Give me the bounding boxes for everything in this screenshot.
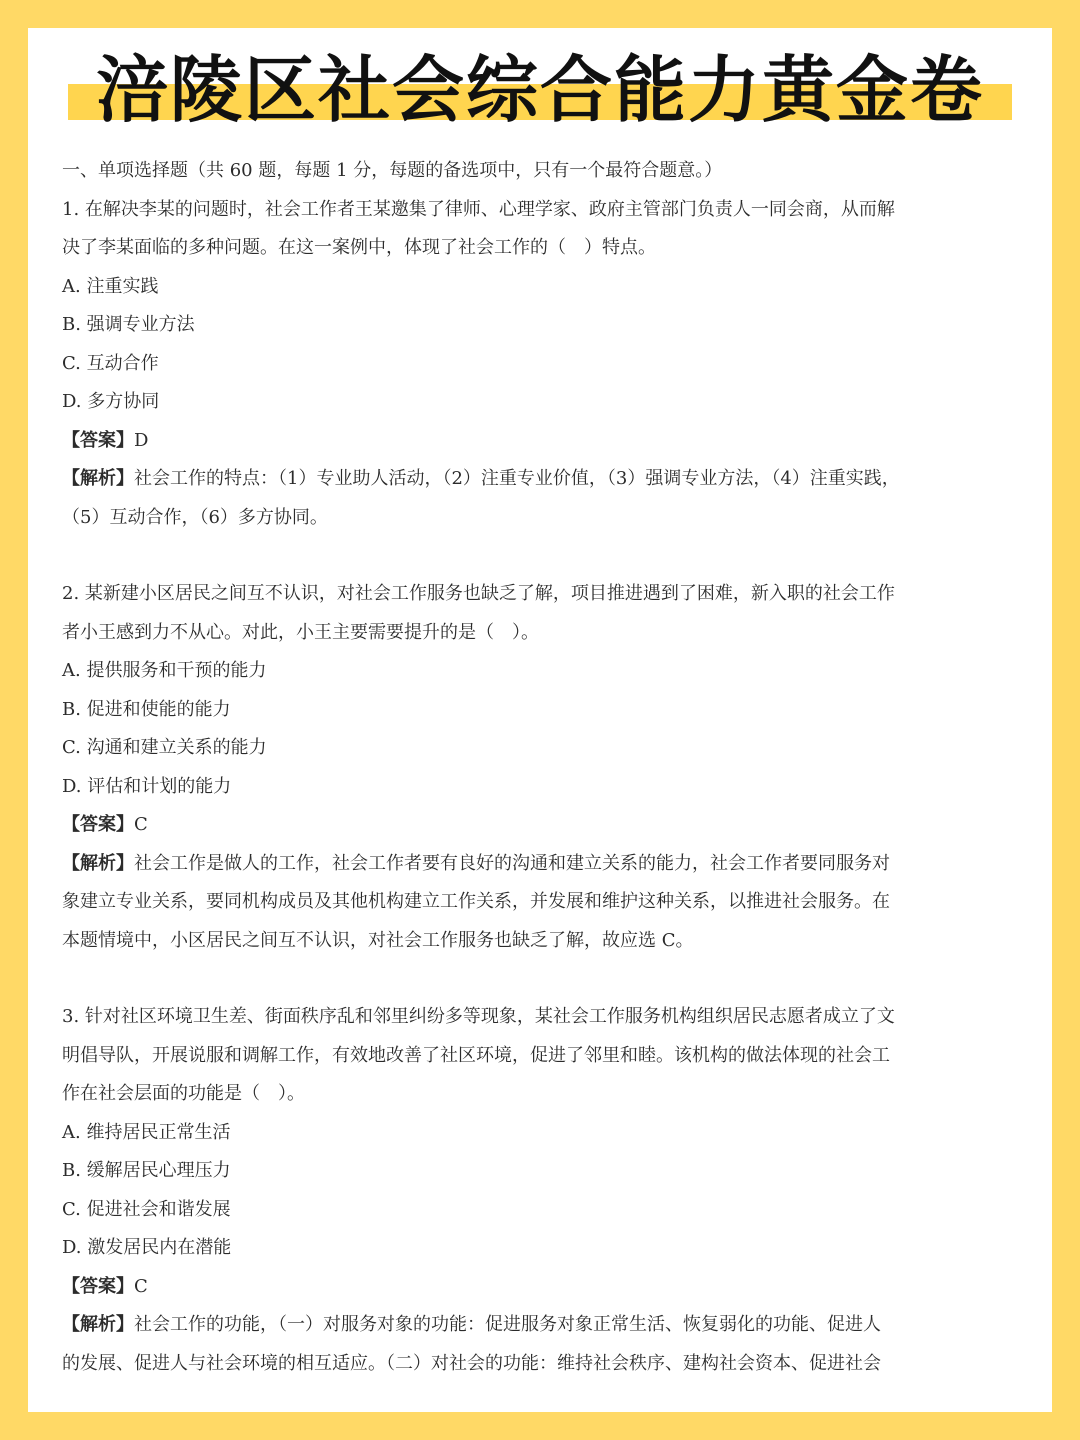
question-3 [62, 998, 1012, 1383]
analysis-text: 社会工作的特点：（1）专业助人活动，（2）注重专业价值，（3）强调专业方法，（4）注重实践， [134, 468, 900, 489]
analysis-tag: 【解析】 [62, 852, 134, 874]
option-c: C. 沟通和建立关系的能力 [62, 737, 267, 758]
option-c: C. 互动合作 [62, 352, 159, 374]
analysis-tag: 【解析】 [62, 1314, 134, 1335]
answer-line [62, 1268, 1012, 1307]
answer-value: C [134, 814, 148, 835]
option-b: B. 促进和使能的能力 [62, 698, 231, 720]
question-stem-line: 3. 针对社区环境卫生差、街面秩序乱和邻里纠纷多等现象，某社会工作服务机构组织居民志愿者成立了文 [62, 1006, 895, 1027]
section-heading: 一、单项选择题（共 60 题，每题 1 分，每题的备选项中，只有一个最符合题意。） [62, 160, 723, 181]
title-wrap [28, 42, 1052, 138]
analysis-line [62, 1306, 1012, 1345]
question-stem-line: 者小王感到力不从心。对此，小王主要需要提升的是（ ）。 [62, 621, 539, 643]
answer-tag: 【答案】 [62, 429, 134, 451]
option-a: A. 提供服务和干预的能力 [62, 660, 267, 681]
analysis-line: 本题情境中，小区居民之间互不认识，对社会工作服务也缺乏了解，故应选 C。 [62, 929, 694, 951]
option-d: D. 评估和计划的能力 [62, 775, 232, 797]
analysis-tag: 【解析】 [62, 468, 134, 489]
question-stem-line: 1. 在解决李某的问题时，社会工作者王某邀集了律师、心理学家、政府主管部门负责人一同会商，从而解 [62, 198, 895, 220]
spacer [62, 960, 1012, 998]
exam-content [62, 152, 1012, 1383]
analysis-line [62, 460, 1012, 499]
answer-tag: 【答案】 [62, 1275, 134, 1297]
analysis-text: 社会工作是做人的工作，社会工作者要有良好的沟通和建立关系的能力，社会工作者要同服务对 [134, 852, 890, 874]
exam-page [28, 28, 1052, 1412]
option-a: A. 注重实践 [62, 275, 159, 297]
page-title: 涪陵区社会综合能力黄金卷 [95, 48, 984, 132]
answer-value: C [134, 1275, 148, 1297]
answer-line [62, 422, 1012, 461]
answer-line [62, 806, 1012, 845]
question-stem-line: 2. 某新建小区居民之间互不认识，对社会工作服务也缺乏了解，项目推进遇到了困难，新入职的社会工作 [62, 583, 895, 604]
answer-tag: 【答案】 [62, 814, 134, 835]
analysis-line: 象建立专业关系，要同机构成员及其他机构建立工作关系，并发展和维护这种关系，以推进社会服务。在 [62, 891, 890, 912]
answer-value: D [134, 429, 149, 451]
analysis-text: 社会工作的功能，（一）对服务对象的功能：促进服务对象正常生活、恢复弱化的功能、促进人 [134, 1314, 881, 1335]
analysis-line: 的发展、促进人与社会环境的相互适应。（二）对社会的功能：维持社会秩序、建构社会资本、促进社会 [62, 1352, 881, 1374]
question-stem-line: 作在社会层面的功能是（ ）。 [62, 1083, 305, 1104]
option-b: B. 缓解居民心理压力 [62, 1160, 231, 1181]
option-c: C. 促进社会和谐发展 [62, 1198, 231, 1220]
question-2 [62, 575, 1012, 960]
option-a: A. 维持居民正常生活 [62, 1121, 231, 1143]
question-1 [62, 191, 1012, 538]
option-d: D. 激发居民内在潜能 [62, 1237, 232, 1258]
analysis-line [62, 845, 1012, 884]
spacer [62, 537, 1012, 575]
option-d: D. 多方协同 [62, 391, 160, 412]
question-stem-line: 决了李某面临的多种问题。在这一案例中，体现了社会工作的（ ）特点。 [62, 237, 656, 258]
option-b: B. 强调专业方法 [62, 314, 195, 335]
analysis-line: （5）互动合作，（6）多方协同。 [62, 506, 328, 528]
question-stem-line: 明倡导队，开展说服和调解工作，有效地改善了社区环境，促进了邻里和睦。该机构的做法体现的社会工 [62, 1044, 890, 1066]
